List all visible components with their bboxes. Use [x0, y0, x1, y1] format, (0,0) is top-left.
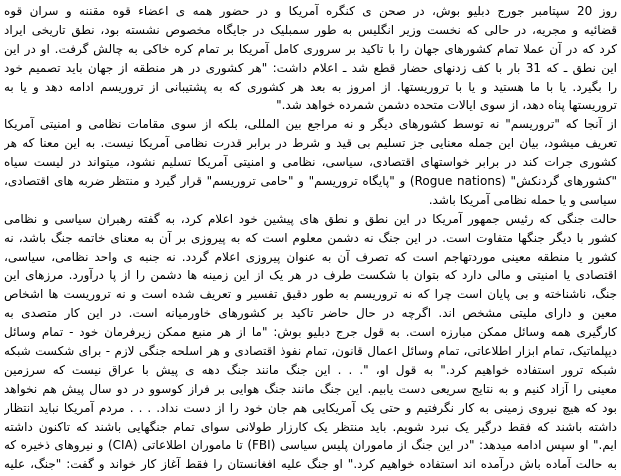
- text-line: معینی را آزاد کنیم و به نتایج سریعی دست یابیم. این جنگ مانند جنگ هوایی بر فراز کوسوو در دو سال پیش هم نخواهد: [4, 381, 617, 396]
- paragraph: [4, 210, 617, 474]
- text-line: داشته باشند که فقط درگیر یک نبرد شویم. باید منتظر یک کارزار طولانی سوای تمام جنگهایی باشند که تاکنون داشته: [4, 419, 617, 434]
- text-line: "کشورهای گردنکش" (Rogue nations) و "پایگاه تروریسم" و "حامی تروریسم" قرار گیرد و منتظر ضربه های اقتصادی،: [4, 174, 617, 189]
- text-line: تروریستها پناه دهد، از سوی ایالات متحده دشمن شمرده خواهد شد.": [276, 98, 617, 113]
- text-line: بود که هیچ نیروی زمینی به کار نگرفتیم و حتی یک آمریکایی هم جان خود را از دست نداد. . . . مردم آمریکا نباید انتظار: [4, 400, 617, 415]
- text-line: قضائیه و مجریه، در حالی که نخست وزیر انگلیس به طور سمبلیک در جایگاه مخصوص نشسته بود، نطق تاریخی ایراد: [4, 22, 617, 37]
- text-line: سیاسی و یا حمله نظامی آمریکا باشد.: [428, 192, 617, 207]
- text-line: جنگ، ناشناخته و بی پایان است چرا که نه تروریسم به طور دقیق تفسیر و تعریف شده است و نه تروریست ها اشخاص: [4, 287, 617, 302]
- text-line: کرد که در آن عملا تمام کشورهای جهان را با تاکید بر سروری کامل آمریکا بر تمام کره خاکی به چالش گرفت. او در این: [4, 41, 617, 56]
- text-line: ایم." او سپس ادامه میدهد: "در این جنگ از ماموران پلیس سیاسی (FBI) تا ماموران اطلاعاتی (CIA) و نیروهای ذخیره که: [4, 438, 617, 453]
- paragraph: [4, 115, 617, 209]
- text-line: اقتصادی یا امنیتی و مالی دارد که بتوان با شکست طرف در هر یک از این زمینه ها دشمن را از پا درآورد. مرزهای این: [4, 268, 617, 283]
- text-line: کشور یا منطقه معینی موردتهاجم است که تصرف آن به عنوان پیروزی اعلام گردد. نه جنبه ی واحد نظامی، سیاسی،: [4, 249, 617, 264]
- text-line: را بگیرد. یا با ما هستید و یا با تروریستها. از امروز به بعد هر کشوری که به پشتیبانی از تروریسم ادامه دهد و یا به: [4, 79, 617, 94]
- text-line: تعریف میشود، بیان این جمله معنایی جز تسلیم بی قید و شرط در برابر قدرت نظامی آمریکا نیست. به این معنا که هر: [4, 136, 617, 151]
- text-line: شبکه ترور استفاده خواهیم کرد." به قول او، ". . . این جنگ مانند جنگ دهه ی پیش با عراق نیست که سرزمین: [4, 362, 617, 377]
- paragraph: [4, 2, 617, 115]
- text-line: معین و دارای ملیتی مشخص اند. اگرچه در حال حاضر تاکید بر کشورهای خاورمیانه است. در این کار متصدی به: [4, 306, 617, 321]
- text-line: به حالت آماده باش درآمده اند استفاده خواهیم کرد." او جنگ علیه افغانستان را فقط آغاز کار خواند و گفت: "جنگ، علیه: [4, 457, 617, 472]
- text-line: روز 20 سپتامبر جورج دبلیو بوش، در صحن ی کنگره آمریکا و در حضور همه ی اعضاء قوه مقننه و سران قوه: [4, 4, 617, 18]
- text-line: این نطق ـ که 31 بار با کف زدنهای حضار قطع شد ـ اعلام داشت: "هر کشوری در هر منطقه از جهان باید تصمیم خود: [4, 60, 617, 75]
- text-line: کارگیری همه وسائل ممکن مبارزه است. به قول جرج دبلیو بوش: "ما از هر منبع ممکن زیرفرمان خود - تمام وسائل: [4, 325, 617, 340]
- text-line: حالت جنگی که رئیس جمهور آمریکا در این نطق و نطق های پیشین خود اعلام کرد، به گفته رهبران سیاسی و نظامی: [4, 211, 617, 226]
- text-line: از آنجا که "تروریسم" نه توسط کشورهای دیگر و نه مراجع بین المللی، بلکه از سوی مقامات نظامی و امنیتی آمریکا: [4, 117, 617, 132]
- text-line: کشوری جرات کند در برابر خواستهای اقتصادی، سیاسی، نظامی و امنیتی آمریکا تسلیم نشود، میتواند در لیست سیاه: [4, 155, 617, 170]
- text-line: کشور با دیگر جنگها متفاوت است. در این جنگ نه دشمن معلوم است که به پیروزی بر آن به معنای خاتمه جنگ باشد، نه: [4, 230, 617, 245]
- text-line: دیپلماتیک، تمام ابزار اطلاعاتی، تمام وسائل اعمال قانون، تمام نفوذ اقتصادی و هر اسلحه جنگی لازم - برای شکست شبکه: [4, 344, 617, 359]
